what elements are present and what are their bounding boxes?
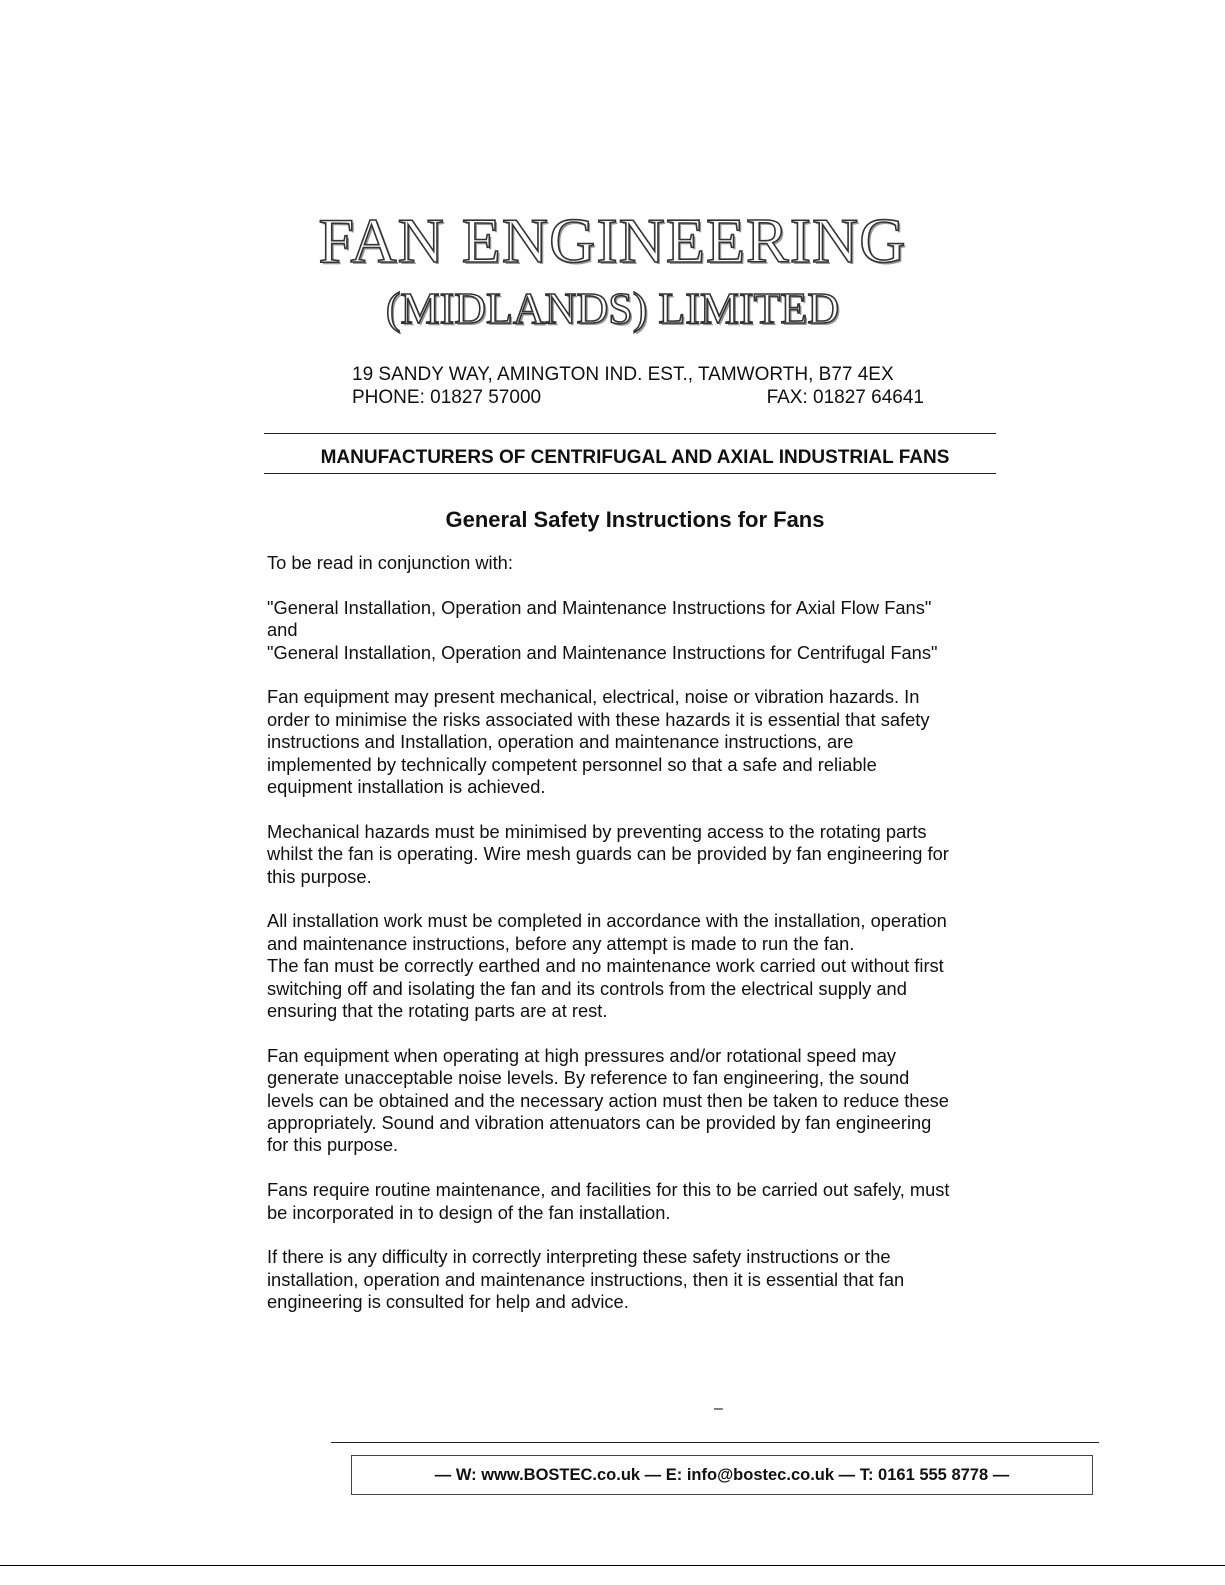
text-line: Fan equipment when operating at high pressures and/or rotational speed may — [267, 1044, 897, 1066]
paragraph — [267, 1045, 1012, 1157]
document-title: General Safety Instructions for Fans — [445, 507, 825, 532]
text-line: "General Installation, Operation and Maintenance Instructions for Centrifugal Fans" — [267, 641, 938, 663]
fax-number: FAX: 01827 64641 — [766, 387, 924, 408]
page-bottom-edge — [0, 1565, 1225, 1566]
text-line: Fans require routine maintenance, and facilities for this to be carried out safely, must — [267, 1179, 950, 1201]
text-line: appropriately. Sound and vibration attenuators can be provided by fan engineering — [267, 1112, 932, 1134]
text-line: and maintenance instructions, before any attempt is made to run the fan. — [267, 932, 855, 954]
text-line: levels can be obtained and the necessary action must then be taken to reduce these — [267, 1089, 949, 1111]
text-line: instructions and Installation, operation and maintenance instructions, are — [267, 731, 854, 753]
company-name-logo: FAN ENGINEERING — [318, 205, 907, 276]
phone-number: PHONE: 01827 57000 — [352, 387, 542, 408]
text-line: All installation work must be completed in accordance with the installation, operation — [267, 910, 947, 932]
text-line: "General Installation, Operation and Maintenance Instructions for Axial Flow Fans" — [267, 596, 932, 618]
footer-contact-text: — W: www.BOSTEC.co.uk — E: info@bostec.co.uk — T: 0161 555 8778 — — [434, 1465, 1010, 1484]
text-line: The fan must be correctly earthed and no maintenance work carried out without first — [267, 955, 944, 977]
text-line: If there is any difficulty in correctly interpreting these safety instructions or the — [267, 1246, 891, 1268]
footer-contact-bar — [351, 1455, 1093, 1495]
header-divider-top — [264, 433, 996, 434]
text-line: whilst the fan is operating. Wire mesh guards can be provided by fan engineering for — [267, 843, 949, 865]
text-line: implemented by technically competent personnel so that a safe and reliable — [267, 753, 877, 775]
footer-divider — [331, 1442, 1099, 1443]
paragraph — [267, 686, 1012, 798]
text-line: engineering is consulted for help and advice. — [267, 1291, 629, 1313]
text-line: order to minimise the risks associated with these hazards it is essential that safety — [267, 708, 930, 730]
company-tagline: MANUFACTURERS OF CENTRIFUGAL AND AXIAL INDUSTRIAL FANS — [320, 447, 950, 468]
contact-line — [352, 387, 924, 409]
text-line: generate unacceptable noise levels. By reference to fan engineering, the sound — [267, 1067, 910, 1089]
text-line: Fan equipment may present mechanical, electrical, noise or vibration hazards. In — [267, 686, 920, 708]
text-line: Mechanical hazards must be minimised by preventing access to the rotating parts — [267, 820, 927, 842]
document-body — [267, 552, 1012, 1336]
paragraph — [267, 910, 1012, 1022]
text-line: switching off and isolating the fan and its controls from the electrical supply and — [267, 977, 907, 999]
text-line: ensuring that the rotating parts are at rest. — [267, 1000, 608, 1022]
text-line: for this purpose. — [267, 1134, 399, 1156]
text-line: this purpose. — [267, 865, 372, 887]
company-suffix-logo: (MIDLANDS) LIMITED — [385, 284, 840, 333]
paragraph — [267, 597, 1012, 664]
company-address: 19 SANDY WAY, AMINGTON IND. EST., TAMWORTH, B77 4EX — [352, 364, 894, 385]
text-line: be incorporated in to design of the fan installation. — [267, 1201, 671, 1223]
page-marker: – — [714, 1400, 723, 1417]
text-line: and — [267, 619, 298, 641]
paragraph — [267, 1246, 1012, 1313]
paragraph — [267, 821, 1012, 888]
paragraph — [267, 552, 1012, 574]
paragraph — [267, 1179, 1012, 1224]
address-line — [352, 364, 924, 386]
text-line: To be read in conjunction with: — [267, 552, 513, 573]
text-line: equipment installation is achieved. — [267, 776, 546, 798]
header-divider-bottom — [264, 473, 996, 474]
text-line: installation, operation and maintenance instructions, then it is essential that fan — [267, 1268, 905, 1290]
